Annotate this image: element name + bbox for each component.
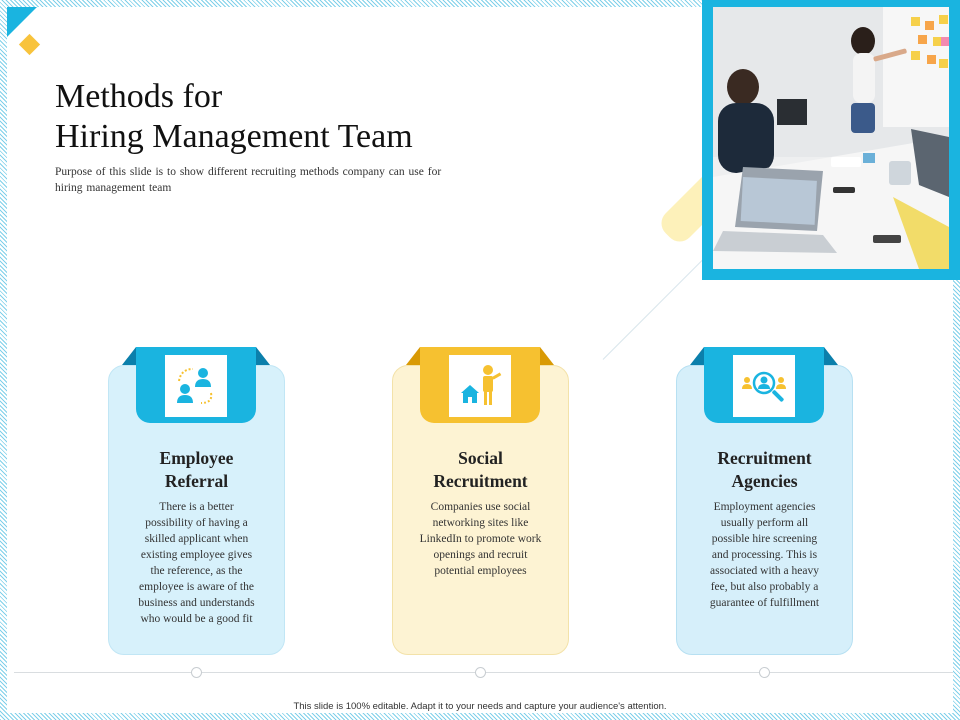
recruitment-agencies-tab <box>704 347 824 423</box>
description-line: employee is aware of the <box>139 581 254 593</box>
tab-fold-left <box>690 347 704 365</box>
title-line-1: Methods for <box>55 78 223 115</box>
employee-referral-icon-graphic <box>171 361 221 411</box>
description-line: usually perform all <box>720 517 809 529</box>
footer-note: This slide is 100% editable. Adapt it to your needs and capture your audience's attention. <box>293 701 667 712</box>
tab-body <box>136 347 256 423</box>
social-recruitment-icon-graphic <box>455 361 505 411</box>
description-line: skilled applicant when <box>144 533 249 545</box>
photo-frame <box>702 0 960 280</box>
subtitle-line-2: hiring management team <box>55 182 172 194</box>
description-line: potential employees <box>434 565 527 577</box>
employee-referral-icon <box>165 355 227 417</box>
social-recruitment-description <box>392 499 569 579</box>
description-line: who would be a good fit <box>140 613 253 625</box>
employee-referral-description <box>108 499 285 627</box>
slide <box>7 7 953 713</box>
tab-body <box>420 347 540 423</box>
diagonal-line-decoration <box>603 253 710 360</box>
social-recruitment-title <box>392 447 569 493</box>
tab-body <box>704 347 824 423</box>
recruitment-agency-search-icon-graphic <box>739 361 789 411</box>
description-line: guarantee of fulfillment <box>709 597 820 609</box>
page-subtitle <box>55 164 525 196</box>
description-line: Companies use social <box>430 501 531 513</box>
description-line: fee, but also probably a <box>710 581 819 593</box>
description-line: networking sites like <box>432 517 529 529</box>
tab-fold-right <box>256 347 270 365</box>
social-recruitment-tab <box>420 347 540 423</box>
timeline-dot-2 <box>475 667 486 678</box>
recruitment-agencies-title <box>676 447 853 493</box>
employee-referral-title <box>108 447 285 493</box>
description-line: associated with a heavy <box>710 565 819 577</box>
subtitle-line-1: Purpose of this slide is to show different recruiting methods company can use for <box>55 166 442 178</box>
card-title-line-2: Recruitment <box>433 471 528 491</box>
social-recruitment-icon <box>449 355 511 417</box>
description-line: possible hire screening <box>711 533 818 545</box>
tab-fold-right <box>540 347 554 365</box>
timeline-dot-1 <box>191 667 202 678</box>
description-line: existing employee gives <box>140 549 253 561</box>
recruitment-agency-search-icon <box>733 355 795 417</box>
card-title-line-1: Employee <box>159 448 234 468</box>
title-line-2: Hiring Management Team <box>55 118 413 155</box>
card-title-line-2: Referral <box>164 471 229 491</box>
card-title-line-2: Agencies <box>731 471 798 491</box>
office-meeting-photo <box>713 7 949 269</box>
employee-referral-tab <box>136 347 256 423</box>
description-line: possibility of having a <box>145 517 248 529</box>
tab-fold-right <box>824 347 838 365</box>
corner-triangle-decoration <box>7 7 37 37</box>
description-line: the reference, as the <box>150 565 243 577</box>
office-meeting-illustration <box>713 7 949 269</box>
timeline-dot-3 <box>759 667 770 678</box>
recruitment-agencies-description <box>676 499 853 611</box>
page-title <box>55 77 575 157</box>
card-title-line-1: Social <box>458 448 503 468</box>
description-line: Employment agencies <box>713 501 816 513</box>
description-line: LinkedIn to promote work <box>419 533 542 545</box>
card-title-line-1: Recruitment <box>717 448 812 468</box>
description-line: business and understands <box>138 597 255 609</box>
tab-fold-left <box>122 347 136 365</box>
description-line: There is a better <box>159 501 234 513</box>
description-line: openings and recruit <box>433 549 528 561</box>
tab-fold-left <box>406 347 420 365</box>
corner-diamond-decoration <box>19 34 40 55</box>
description-line: and processing. This is <box>711 549 818 561</box>
